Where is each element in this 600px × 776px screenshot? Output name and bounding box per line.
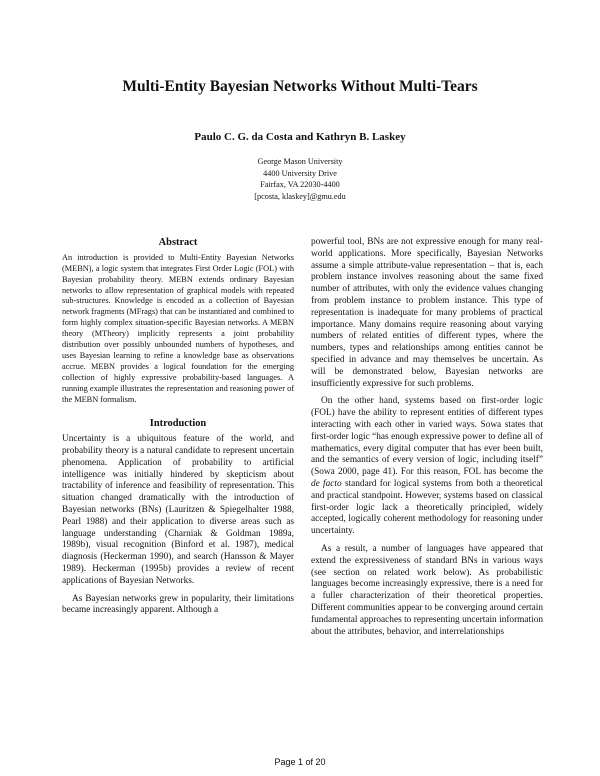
introduction-heading: Introduction (149, 418, 207, 430)
right-paragraph-2 (311, 396, 543, 538)
affiliation-city: Fairfax, VA 22030-4400 (260, 180, 340, 190)
paper-title: Multi-Entity Bayesian Networks Without Multi-Tears (122, 78, 478, 95)
paper-authors: Paulo C. G. da Costa and Kathryn B. Laskey (194, 131, 406, 143)
affiliation-email: [pcosta, klaskey]@gmu.edu (254, 191, 346, 201)
left-column (62, 237, 294, 623)
intro-paragraph-2: As Bayesian networks grew in popularity, their limitations became increasingly apparent. Although a (62, 593, 294, 616)
affiliation-street: 4400 University Drive (263, 168, 337, 178)
right-paragraph-2-start: On the other hand, systems based on first-order logic (FOL) have the ability to represent entities of different types interacting with each other in varied ways. Sowa states that first-order logic “has enough expressive power to define all of mathematics, every digital computer that has ever been built, and the semantics of every version of logic, including itself” (Sowa 2000, page 41). For this reason, FOL has become the (311, 396, 543, 478)
de-facto-emphasis: de facto (311, 478, 342, 489)
abstract-heading: Abstract (158, 237, 198, 248)
right-paragraph-1: powerful tool, BNs are not expressive enough for many real-world applications. More specifically, Bayesian Networks assume a simple attribute-value representation – that is, each problem instance involves reasoning about the same fixed number of attributes, with only the evidence values changing from problem instance to problem instance. This type of representation is inadequate for many problems of practical importance. Many domains require reasoning about varying numbers of related entities of different types, where the numbers, types and relationships among entities cannot be specified in advance and may themselves be uncertain. As will be demonstrated below, Bayesian networks are insufficiently expressive for such problems. (311, 237, 543, 389)
right-column (311, 237, 543, 644)
affiliation-block (0, 156, 600, 202)
section-gap (62, 405, 294, 418)
intro-paragraph-1: Uncertainty is a ubiquitous feature of the world, and probability theory is a natural candidate to represent uncertain phenomena. Application of probability to artificial intelligence was initially hindered by skepticism about tractability of inference and feasibility of representation. This situation changed dramatically with the introduction of Bayesian networks (BNs) (Lauritzen & Spiegelhalter 1988, Pearl 1988) and their application to diverse areas such as language understanding (Charniak & Goldman 1989a, 1989b), visual recognition (Binford et al. 1987), medical diagnosis (Heckerman 1990), and search (Hansson & Mayer 1989). Heckerman (1995b) provides a review of recent applications of Bayesian Networks. (62, 434, 294, 586)
abstract-text: An introduction is provided to Multi-Entity Bayesian Networks (MEBN), a logic system that integrates First Order Logic (FOL) with Bayesian probability theory. MEBN extends ordinary Bayesian networks to allow representation of graphical models with repeated sub-structures. Knowledge is encoded as a collection of Bayesian network fragments (MFrags) that can be instantiated and combined to form highly complex situation-specific Bayesian networks. A MEBN theory (MTheory) implicitly represents a joint probability distribution over possibly unbounded numbers of hypotheses, and uses Bayesian learning to refine a knowledge base as observations accrue. MEBN provides a logical foundation for the emerging collection of highly expressive probability-based languages. A running example illustrates the representation and reasoning power of the MEBN formalism. (62, 252, 294, 404)
page-number-footer: Page 1 of 20 (274, 757, 326, 767)
affiliation-org: George Mason University (257, 157, 343, 166)
right-paragraph-3: As a result, a number of languages have appeared that extend the expressiveness of standard BNs in various ways (see section on related work below). As probabilistic languages become increasingly expressive, there is a need for a fuller characterization of their theoretical properties. Different communities appear to be converging around certain fundamental approaches to representing uncertain information about the attributes, behavior, and interrelationships (311, 543, 543, 637)
right-paragraph-2-end: standard for logical systems from both a theoretical and practical standpoint. However, systems based on classical first-order logic lack a theoretically principled, widely accepted, logically coherent methodology for reasoning under uncertainty. (311, 478, 543, 537)
